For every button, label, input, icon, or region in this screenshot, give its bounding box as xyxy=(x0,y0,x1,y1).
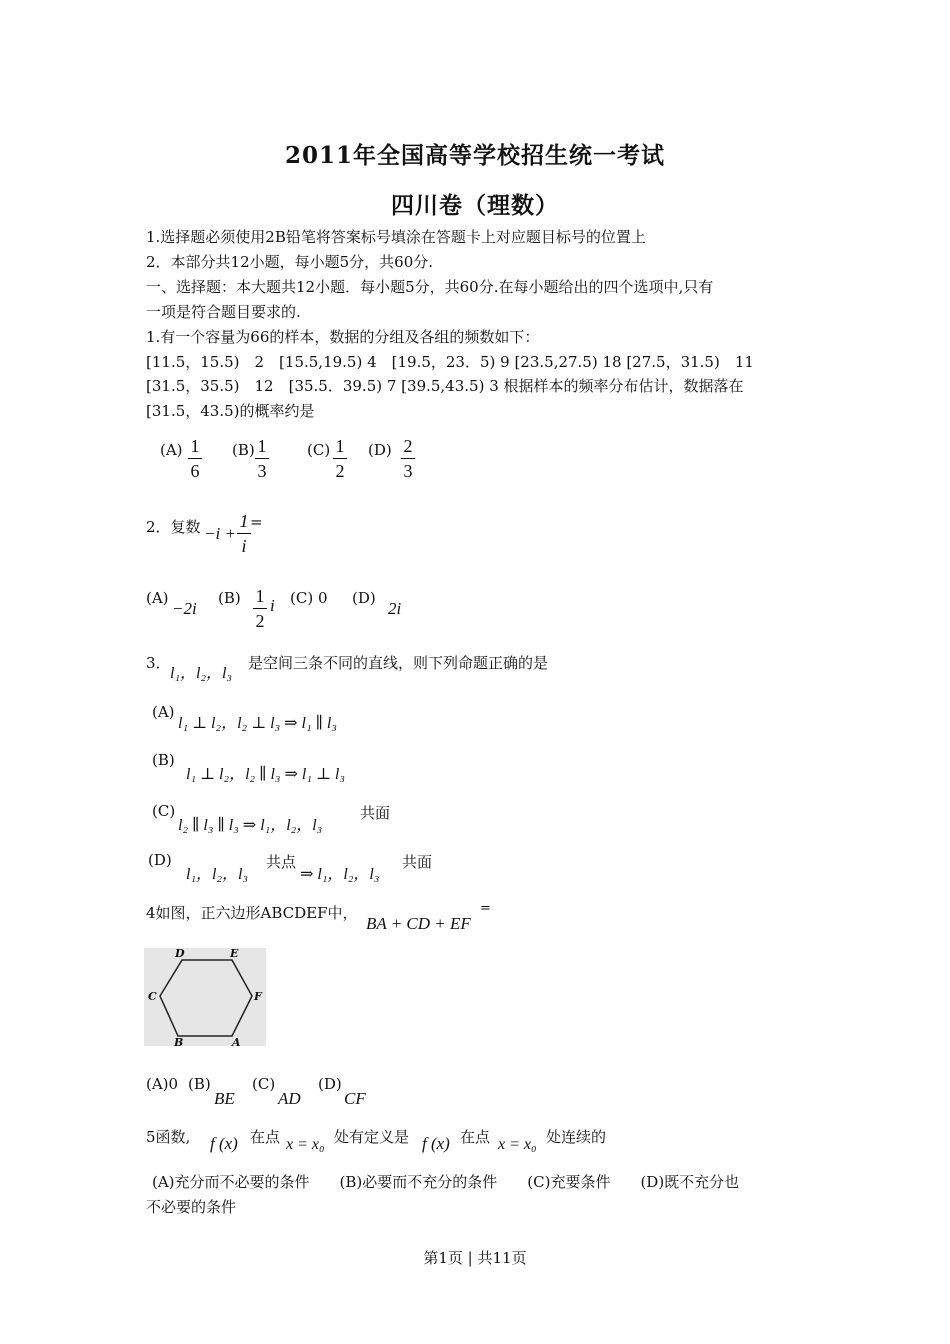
q4-equals: = xyxy=(480,901,491,916)
q5-continuous: 处连续的 xyxy=(546,1128,607,1146)
q1-option-b-fraction: 1 3 xyxy=(252,435,272,482)
hexagon-label-a: A xyxy=(232,1036,241,1049)
q3-option-c-expr: l₂ ∥ l₃ ∥ l₃ ⇒ l₁，l₂，l₃ xyxy=(178,817,323,834)
q4-option-b-value: BE xyxy=(214,1089,235,1108)
page-footer: 第1页 | 共11页 xyxy=(423,1249,527,1267)
hexagon-label-d: D xyxy=(175,947,185,960)
q4-option-c-value: AD xyxy=(278,1089,301,1108)
q2-equals: = xyxy=(250,513,263,531)
q1-option-a-label: (A) xyxy=(160,441,183,459)
hexagon-shape xyxy=(144,948,266,1046)
instruction-2: 2．本部分共12小题，每小题5分，共60分. xyxy=(146,253,434,271)
q2-option-a-value: −2i xyxy=(172,599,197,618)
hexagon-label-b: B xyxy=(174,1036,184,1049)
q3-option-b-label: (B) xyxy=(152,751,175,769)
q1-option-a-fraction: 1 6 xyxy=(185,435,205,482)
instruction-1: 1.选择题必须使用2B铅笔将答案标号填涂在答题卡上对应题目标号的位置上 xyxy=(146,228,646,246)
q4-option-d-label: (D) xyxy=(318,1075,342,1093)
q3-stem-prefix: 3． xyxy=(146,654,171,672)
q4-option-a: (A)0 xyxy=(146,1075,179,1093)
q4-vector-expr: BA + CD + EF xyxy=(366,914,471,933)
q1-option-c-fraction: 1 2 xyxy=(330,435,350,482)
q3-option-c-label: (C) xyxy=(152,802,176,820)
hexagon-label-f: F xyxy=(254,990,262,1003)
q2-option-b-label: (B) xyxy=(218,589,241,607)
q3-option-a-label: (A) xyxy=(152,703,175,721)
q5-at-point-1: 在点 xyxy=(250,1128,281,1146)
q5-stem-a: 5函数, xyxy=(146,1128,191,1146)
q3-stem-suffix: 是空间三条不同的直线，则下列命题正确的是 xyxy=(248,654,549,672)
q2-option-d-label: (D) xyxy=(352,589,376,607)
q5-at-point-2: 在点 xyxy=(460,1128,491,1146)
q1-option-d-fraction: 2 3 xyxy=(398,435,418,482)
q2-option-d-value: 2i xyxy=(388,599,402,618)
q3-option-d-expr: l₁，l₂，l₃ xyxy=(186,866,249,883)
q1-option-d-label: (D) xyxy=(368,441,392,459)
q2-stem: 2．复数 xyxy=(146,518,201,536)
instruction-4: 一项是符合题目要求的. xyxy=(146,303,301,321)
q3-option-d-suffix: 共面 xyxy=(402,853,433,871)
q4-option-b-label: (B) xyxy=(188,1075,211,1093)
q2-option-b-fraction: 1 2 xyxy=(250,585,270,632)
q2-expr-left: −i + xyxy=(204,524,236,543)
hexagon-label-e: E xyxy=(230,947,239,960)
q1-line-3: [31.5，35.5) 12 [35.5．39.5) 7 [39.5,43.5) 3 根据样本的频率分布估计，数据落在 xyxy=(146,377,744,395)
q2-option-b-var: i xyxy=(270,596,275,615)
q3-option-c-suffix: 共面 xyxy=(360,804,391,822)
q5-fx-2: f (x) xyxy=(422,1134,450,1153)
q5-x-eq-1: x = x₀ xyxy=(286,1136,325,1153)
q3-option-b-expr: l₁ ⊥ l₂，l₂ ∥ l₃ ⇒ l₁ ⊥ l₃ xyxy=(186,766,345,783)
q1-line-4: [31.5，43.5)的概率约是 xyxy=(146,402,315,420)
q3-stem-lines: l₁，l₂，l₃ xyxy=(170,665,233,682)
q3-option-a-expr: l₁ ⊥ l₂，l₂ ⊥ l₃ ⇒ l₁ ∥ l₃ xyxy=(178,715,337,732)
q1-option-b-label: (B) xyxy=(232,441,255,459)
q5-defined: 处有定义是 xyxy=(334,1128,410,1146)
q1-line-1: 1.有一个容量为66的样本，数据的分组及各组的频数如下： xyxy=(146,328,540,346)
q5-fx-1: f (x) xyxy=(210,1134,238,1153)
q1-option-c-label: (C) xyxy=(307,441,331,459)
instruction-3: 一、选择题：本大题共12小题．每小题5分，共60分.在每小题给出的四个选项中,只有 xyxy=(146,278,714,296)
page-subtitle: 四川卷（理数） xyxy=(391,192,559,219)
q3-option-d-label: (D) xyxy=(148,851,172,869)
q4-option-c-label: (C) xyxy=(252,1075,276,1093)
hexagon-figure xyxy=(144,947,266,1049)
q4-option-d-value: CF xyxy=(344,1089,366,1108)
page-title: 2011年全国高等学校招生统一考试 xyxy=(284,142,665,169)
q5-x-eq-2: x = x₀ xyxy=(498,1136,537,1153)
q2-expr-fraction: 1 i xyxy=(234,510,254,557)
q5-options-line-2: 不必要的条件 xyxy=(146,1198,237,1216)
q2-option-a-label: (A) xyxy=(146,589,169,607)
hexagon-label-c: C xyxy=(148,990,157,1003)
q2-option-c: (C) 0 xyxy=(290,589,328,607)
q1-line-2: [11.5，15.5) 2 [15.5,19.5) 4 [19.5，23．5) 9 [23.5,27.5) 18 [27.5，31.5) 11 xyxy=(146,353,754,371)
q3-option-d-expr2: ⇒ l₁，l₂，l₃ xyxy=(300,866,380,883)
q3-option-d-mid: 共点 xyxy=(266,853,297,871)
q5-options-line-1: (A)充分而不必要的条件 (B)必要而不充分的条件 (C)充要条件 (D)既不充分也 xyxy=(152,1173,740,1191)
q4-stem: 4如图，正六边形ABCDEF中， xyxy=(146,904,358,922)
